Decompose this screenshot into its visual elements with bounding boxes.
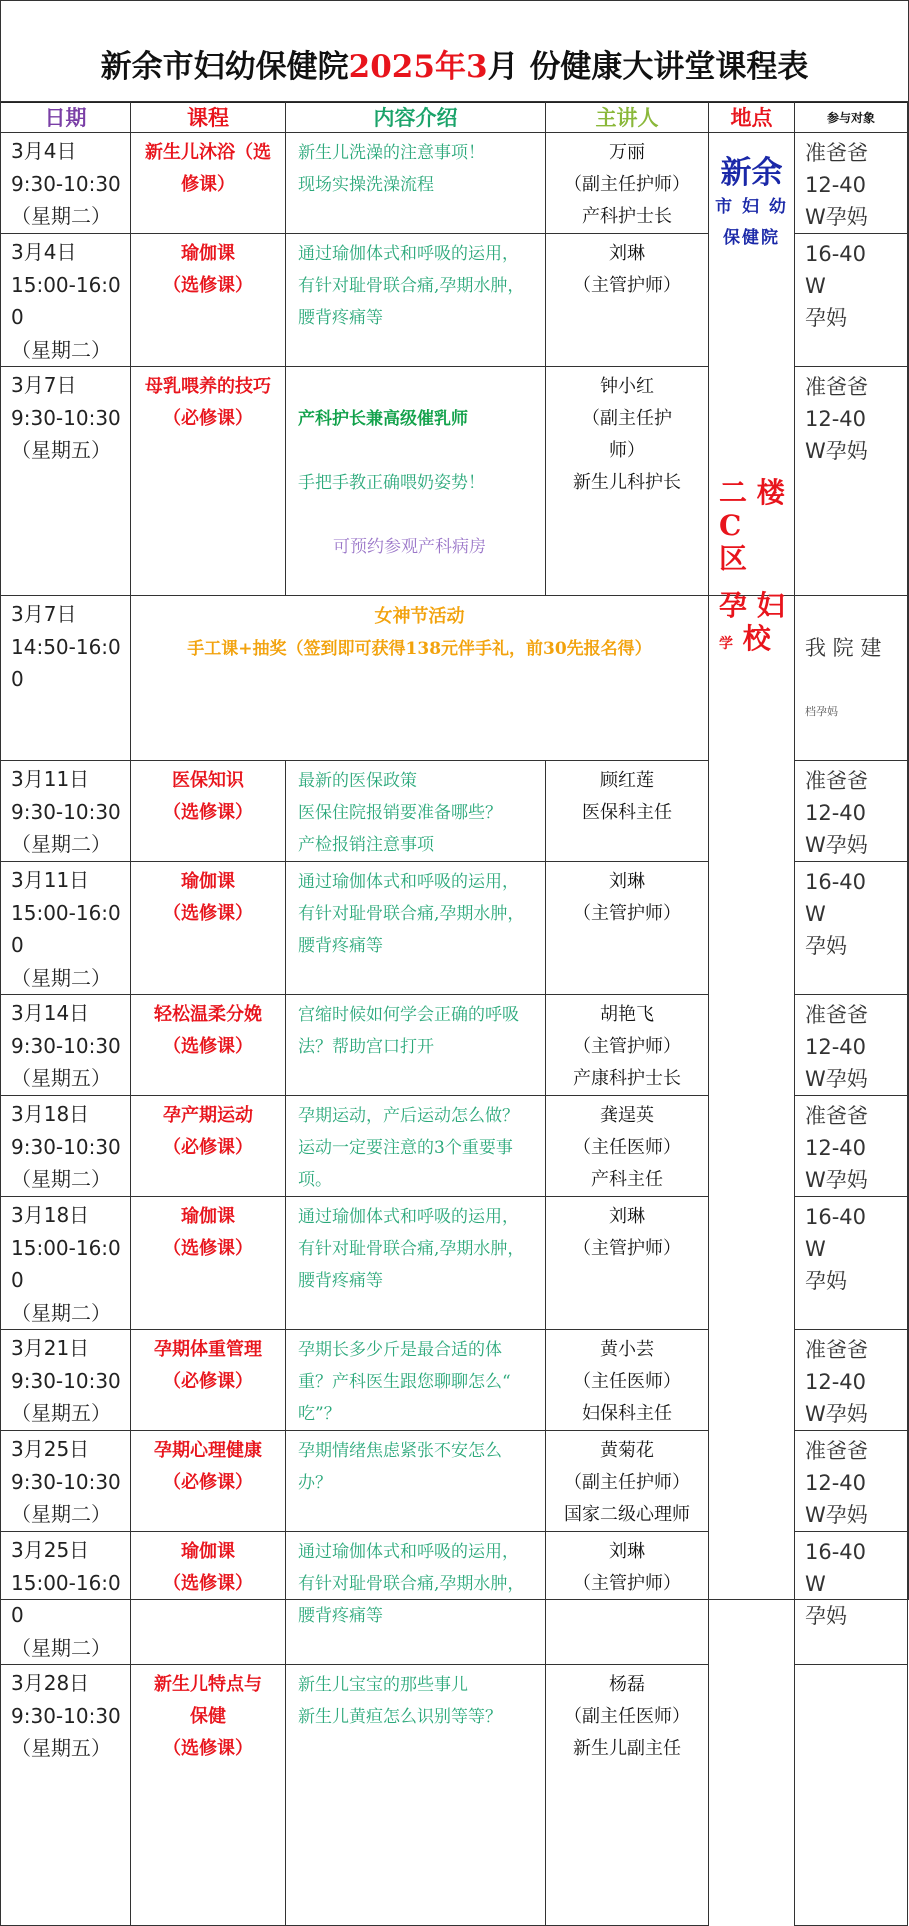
place-red2: C <box>719 509 742 542</box>
cell-speaker: 刘琳 （主管护师） <box>546 1197 709 1330</box>
cell-speaker: 刘琳 （主管护师） <box>546 862 709 995</box>
cell-date: 3月4日 9:30-10:30 （星期二） <box>1 133 131 234</box>
cell-audience: 准爸爸 12-40 W孕妈 <box>795 1431 908 1532</box>
cell-date: 3月14日 9:30-10:30 （星期五） <box>1 995 131 1096</box>
place-red5 <box>709 622 794 661</box>
content-bold-line: 产科护长兼高级催乳师 <box>298 409 468 429</box>
place-big: 新余 <box>720 155 783 191</box>
header-place: 地点 <box>709 102 795 133</box>
place-red5-main: 校 <box>742 622 771 655</box>
place-line1: 市 妇 幼 <box>715 197 788 217</box>
cell-speaker: 钟小红 （副主任护 师） 新生儿科护长 <box>546 367 709 596</box>
title-part2: 月 份健康大讲堂课程表 <box>487 49 809 85</box>
cell-audience: 准爸爸 12-40 W孕妈 <box>795 1330 908 1431</box>
cell-speaker: 龚逞英 （主任医师） 产科主任 <box>546 1096 709 1197</box>
cell-content: 最新的医保政策 医保住院报销要准备哪些？ 产检报销注意事项 <box>286 761 546 862</box>
cell-speaker: 刘琳 （主管护师） <box>546 1532 709 1665</box>
cell-date: 3月28日 9:30-10:30 （星期五） <box>1 1665 131 1926</box>
page-title <box>1 1 908 103</box>
audience-line: 我 院 建 <box>805 636 882 660</box>
cell-audience: 准爸爸 12-40 W孕妈 <box>795 133 908 234</box>
cell-course: 瑜伽课 （选修课） <box>131 234 286 367</box>
cell-date: 3月7日 14:50-16:0 0 <box>1 596 131 761</box>
audience-small-line: 档孕妈 <box>805 705 838 718</box>
cell-speaker: 黄小芸 （主任医师） 妇保科主任 <box>546 1330 709 1431</box>
cell-speaker: 胡艳飞 （主管护师） 产康科护士长 <box>546 995 709 1096</box>
cell-content <box>286 367 546 596</box>
title-highlight: 2025年3 <box>348 49 488 85</box>
cell-content: 通过瑜伽体式和呼吸的运用， 有针对耻骨联合痛,孕期水肿， 腰背疼痛等 <box>286 234 546 367</box>
cell-course: 瑜伽课 （选修课） <box>131 862 286 995</box>
cell-date: 3月21日 9:30-10:30 （星期五） <box>1 1330 131 1431</box>
cell-course: 新生儿沐浴（选 修课） <box>131 133 286 234</box>
cell-content: 孕期情绪焦虑紧张不安怎么 办？ <box>286 1431 546 1532</box>
event-title: 女神节活动 <box>374 606 465 627</box>
content-lav-line: 可预约参观产科病房 <box>333 537 486 557</box>
cell-content: 孕期长多少斤是最合适的体 重？产科医生跟您聊聊怎么“ 吃”？ <box>286 1330 546 1431</box>
table-row-event <box>1 596 908 761</box>
cell-date: 3月11日 9:30-10:30 （星期二） <box>1 761 131 862</box>
cell-course: 孕期心理健康 （必修课） <box>131 1431 286 1532</box>
place-red4: 孕 妇 <box>719 589 785 622</box>
place-line2: 保健院 <box>723 228 780 248</box>
cell-course: 孕期体重管理 （必修课） <box>131 1330 286 1431</box>
header-speaker: 主讲人 <box>546 102 709 133</box>
cell-content: 孕期运动，产后运动怎么做？ 运动一定要注意的3个重要事 项。 <box>286 1096 546 1197</box>
header-date: 日期 <box>1 102 131 133</box>
header-content: 内容介绍 <box>286 102 546 133</box>
cell-speaker: 顾红莲 医保科主任 <box>546 761 709 862</box>
cell-date: 3月25日 9:30-10:30 （星期二） <box>1 1431 131 1532</box>
cell-course: 瑜伽课 （选修课） <box>131 1532 286 1665</box>
cell-date: 3月25日 15:00-16:0 0 （星期二） <box>1 1532 131 1665</box>
cell-audience: 准爸爸 12-40 W孕妈 <box>795 367 908 596</box>
place-red3: 区 <box>719 542 748 575</box>
cell-audience: 16-40 W 孕妈 <box>795 1197 908 1330</box>
cell-course: 瑜伽课 （选修课） <box>131 1197 286 1330</box>
cell-speaker: 万丽 （副主任护师） 产科护士长 <box>546 133 709 234</box>
cell-place-last <box>795 1665 908 1926</box>
cell-speaker: 刘琳 （主管护师） <box>546 234 709 367</box>
cell-content: 通过瑜伽体式和呼吸的运用， 有针对耻骨联合痛,孕期水肿， 腰背疼痛等 <box>286 1532 546 1665</box>
cell-course: 轻松温柔分娩 （选修课） <box>131 995 286 1096</box>
cell-content: 通过瑜伽体式和呼吸的运用， 有针对耻骨联合痛,孕期水肿， 腰背疼痛等 <box>286 1197 546 1330</box>
cell-audience <box>795 596 908 761</box>
cell-audience: 16-40 W 孕妈 <box>795 862 908 995</box>
cell-speaker: 黄菊花 （副主任护师） 国家二级心理师 <box>546 1431 709 1532</box>
cell-content: 新生儿洗澡的注意事项！ 现场实操洗澡流程 <box>286 133 546 234</box>
cell-date: 3月7日 9:30-10:30 （星期五） <box>1 367 131 596</box>
cell-content: 宫缩时候如何学会正确的呼吸 法？帮助宫口打开 <box>286 995 546 1096</box>
cell-date: 3月18日 9:30-10:30 （星期二） <box>1 1096 131 1197</box>
cell-date: 3月18日 15:00-16:0 0 （星期二） <box>1 1197 131 1330</box>
cell-audience: 16-40 W 孕妈 <box>795 234 908 367</box>
header-audience: 参与对象 <box>795 102 908 133</box>
cell-course: 医保知识 （选修课） <box>131 761 286 862</box>
cell-course: 新生儿特点与 保健 （选修课） <box>131 1665 286 1926</box>
cell-content: 新生儿宝宝的那些事儿 新生儿黄疸怎么识别等等？ <box>286 1665 546 1926</box>
cell-audience: 准爸爸 12-40 W孕妈 <box>795 1096 908 1197</box>
title-part1: 新余市妇幼保健院 <box>100 49 349 85</box>
cell-place-lower <box>709 476 795 1926</box>
place-red1: 二 楼 <box>719 476 785 509</box>
cell-audience: 准爸爸 12-40 W孕妈 <box>795 761 908 862</box>
cell-course: 孕产期运动 （必修课） <box>131 1096 286 1197</box>
schedule-table <box>0 101 908 1926</box>
place-red5-small: 学 <box>719 636 733 652</box>
header-row <box>1 102 908 133</box>
event-detail: 手工课+抽奖（签到即可获得138元伴手礼，前30先报名得） <box>187 639 652 659</box>
cell-audience: 准爸爸 12-40 W孕妈 <box>795 995 908 1096</box>
cell-date: 3月4日 15:00-16:0 0 （星期二） <box>1 234 131 367</box>
cell-course: 母乳喂养的技巧 （必修课） <box>131 367 286 596</box>
cell-date: 3月11日 15:00-16:0 0 （星期二） <box>1 862 131 995</box>
cell-speaker: 杨磊 （副主任医师） 新生儿副主任 <box>546 1665 709 1926</box>
table-row <box>1 133 908 234</box>
header-course: 课程 <box>131 102 286 133</box>
cell-content: 通过瑜伽体式和呼吸的运用， 有针对耻骨联合痛,孕期水肿， 腰背疼痛等 <box>286 862 546 995</box>
content-line: 手把手教正确喂奶姿势！ <box>298 473 485 493</box>
cell-event <box>131 596 709 761</box>
cell-audience: 16-40 W 孕妈 <box>795 1532 908 1665</box>
